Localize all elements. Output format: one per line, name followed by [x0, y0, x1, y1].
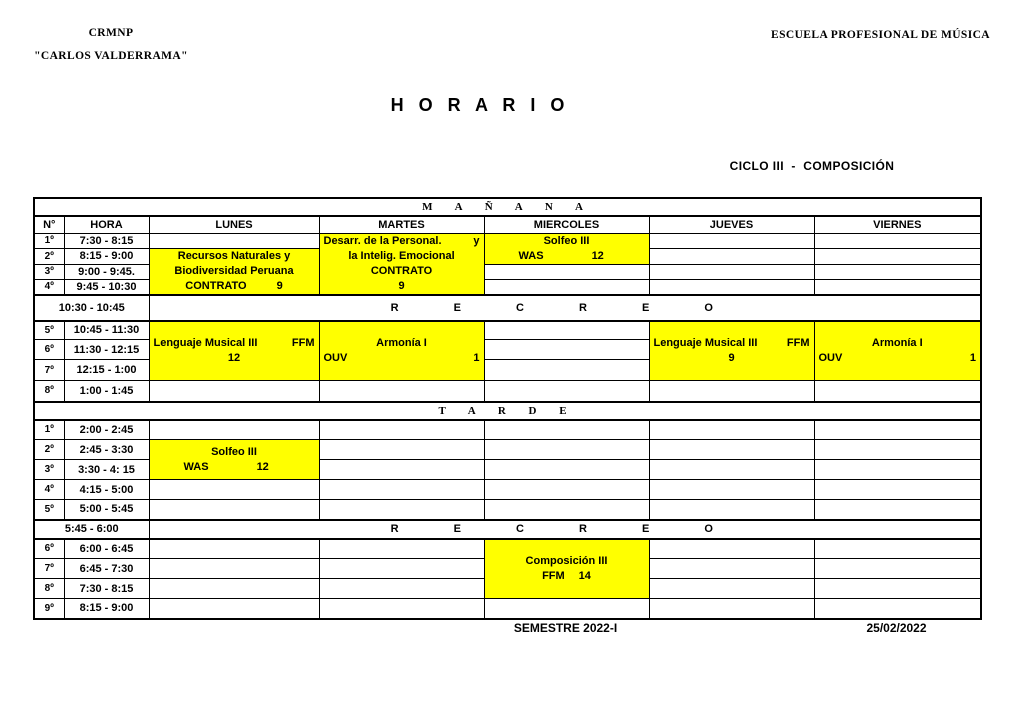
- period-time: 6:45 - 7:30: [64, 559, 149, 579]
- empty-cell: [814, 440, 981, 460]
- empty-cell: [814, 480, 981, 500]
- period-time: 9:45 - 10:30: [64, 279, 149, 294]
- empty-cell: [814, 460, 981, 480]
- section-title-morning: M A Ñ A N A: [34, 198, 981, 216]
- period-time: 10:45 - 11:30: [64, 321, 149, 340]
- org-name: "CARLOS VALDERRAMA": [34, 50, 188, 62]
- empty-cell: [649, 279, 814, 294]
- page-title: H O R A R I O: [390, 95, 570, 115]
- period-time: 2:00 - 2:45: [64, 420, 149, 440]
- empty-cell: [149, 539, 319, 559]
- period-number: 7º: [34, 559, 64, 579]
- course-cell-wednesday-evening: Composición III FFM 14: [484, 539, 649, 599]
- empty-cell: [484, 340, 649, 360]
- empty-cell: [319, 440, 484, 460]
- period-number: 9º: [34, 599, 64, 619]
- org-abbreviation: CRMNP: [88, 27, 134, 39]
- period-number: 3º: [34, 264, 64, 279]
- course-cell-monday-morning: Recursos Naturales y Biodiversidad Peruana CONTRATO 9: [149, 248, 319, 295]
- recess-label-afternoon: R E C R E O: [149, 520, 981, 539]
- empty-cell: [814, 233, 981, 248]
- period-time: 5:00 - 5:45: [64, 500, 149, 520]
- period-time: 11:30 - 12:15: [64, 340, 149, 360]
- empty-cell: [319, 579, 484, 599]
- period-time: 4:15 - 5:00: [64, 480, 149, 500]
- period-number: 6º: [34, 340, 64, 360]
- empty-cell: [319, 460, 484, 480]
- column-header-num: N°: [34, 216, 64, 233]
- period-number: 6º: [34, 539, 64, 559]
- empty-cell: [149, 420, 319, 440]
- empty-cell: [319, 381, 484, 402]
- school-name: ESCUELA PROFESIONAL DE MÚSICA: [771, 29, 990, 41]
- empty-cell: [484, 264, 649, 279]
- empty-cell: [814, 539, 981, 559]
- empty-cell: [649, 480, 814, 500]
- period-number: 3º: [34, 460, 64, 480]
- empty-cell: [319, 480, 484, 500]
- empty-cell: [814, 248, 981, 264]
- empty-cell: [814, 264, 981, 279]
- recess-time-morning: 10:30 - 10:45: [34, 295, 149, 321]
- period-number: 4º: [34, 480, 64, 500]
- period-time: 7:30 - 8:15: [64, 233, 149, 248]
- empty-cell: [649, 381, 814, 402]
- period-number: 1º: [34, 233, 64, 248]
- period-time: 9:00 - 9:45.: [64, 264, 149, 279]
- empty-cell: [484, 440, 649, 460]
- column-header-wednesday: MIERCOLES: [484, 216, 649, 233]
- empty-cell: [814, 579, 981, 599]
- period-number: 5º: [34, 321, 64, 340]
- course-cell-friday-midday: Armonía I OUV 1: [814, 321, 981, 381]
- empty-cell: [484, 599, 649, 619]
- empty-cell: [649, 420, 814, 440]
- course-cell-tuesday-morning: Desarr. de la Personal. y la Intelig. Emocional CONTRATO 9: [319, 233, 484, 295]
- empty-cell: [649, 500, 814, 520]
- period-time: 8:15 - 9:00: [64, 248, 149, 264]
- period-time: 1:00 - 1:45: [64, 381, 149, 402]
- empty-cell: [484, 279, 649, 294]
- empty-cell: [319, 559, 484, 579]
- column-header-friday: VIERNES: [814, 216, 981, 233]
- empty-cell: [649, 440, 814, 460]
- date-label: 25/02/2022: [866, 621, 927, 635]
- column-header-thursday: JUEVES: [649, 216, 814, 233]
- schedule-table: [33, 197, 982, 620]
- empty-cell: [814, 500, 981, 520]
- empty-cell: [484, 460, 649, 480]
- empty-cell: [319, 420, 484, 440]
- empty-cell: [319, 500, 484, 520]
- empty-cell: [484, 321, 649, 340]
- period-time: 12:15 - 1:00: [64, 360, 149, 381]
- empty-cell: [814, 381, 981, 402]
- period-time: 6:00 - 6:45: [64, 539, 149, 559]
- period-time: 8:15 - 9:00: [64, 599, 149, 619]
- empty-cell: [649, 248, 814, 264]
- period-time: 2:45 - 3:30: [64, 440, 149, 460]
- empty-cell: [814, 559, 981, 579]
- empty-cell: [149, 500, 319, 520]
- course-cell-thursday-midday: Lenguaje Musical III FFM 9: [649, 321, 814, 381]
- empty-cell: [814, 420, 981, 440]
- empty-cell: [149, 381, 319, 402]
- period-number: 8º: [34, 381, 64, 402]
- empty-cell: [649, 233, 814, 248]
- column-header-tuesday: MARTES: [319, 216, 484, 233]
- period-time: 3:30 - 4: 15: [64, 460, 149, 480]
- column-header-monday: LUNES: [149, 216, 319, 233]
- cycle-label: CICLO III - COMPOSICIÓN: [729, 159, 895, 173]
- empty-cell: [814, 279, 981, 294]
- course-cell-monday-afternoon: Solfeo III WAS 12: [149, 440, 319, 480]
- course-cell-wednesday-morning: Solfeo III WAS 12: [484, 233, 649, 264]
- period-number: 7º: [34, 360, 64, 381]
- period-number: 2º: [34, 248, 64, 264]
- course-cell-monday-midday: Lenguaje Musical III FFM 12: [149, 321, 319, 381]
- empty-cell: [649, 599, 814, 619]
- period-number: 8º: [34, 579, 64, 599]
- empty-cell: [149, 233, 319, 248]
- empty-cell: [484, 500, 649, 520]
- empty-cell: [484, 480, 649, 500]
- empty-cell: [149, 559, 319, 579]
- empty-cell: [149, 599, 319, 619]
- empty-cell: [649, 264, 814, 279]
- empty-cell: [149, 579, 319, 599]
- empty-cell: [319, 539, 484, 559]
- recess-time-afternoon: 5:45 - 6:00: [34, 520, 149, 539]
- empty-cell: [484, 360, 649, 381]
- recess-label-morning: R E C R E O: [149, 295, 981, 321]
- empty-cell: [649, 559, 814, 579]
- period-number: 1º: [34, 420, 64, 440]
- empty-cell: [149, 480, 319, 500]
- empty-cell: [319, 599, 484, 619]
- empty-cell: [649, 579, 814, 599]
- course-cell-tuesday-midday: Armonía I OUV 1: [319, 321, 484, 381]
- section-title-afternoon: T A R D E: [34, 402, 981, 420]
- empty-cell: [484, 420, 649, 440]
- period-number: 4º: [34, 279, 64, 294]
- semester-label: SEMESTRE 2022-I: [513, 621, 618, 635]
- period-number: 5º: [34, 500, 64, 520]
- period-time: 7:30 - 8:15: [64, 579, 149, 599]
- period-number: 2º: [34, 440, 64, 460]
- empty-cell: [814, 599, 981, 619]
- empty-cell: [484, 381, 649, 402]
- column-header-hour: HORA: [64, 216, 149, 233]
- empty-cell: [649, 539, 814, 559]
- empty-cell: [649, 460, 814, 480]
